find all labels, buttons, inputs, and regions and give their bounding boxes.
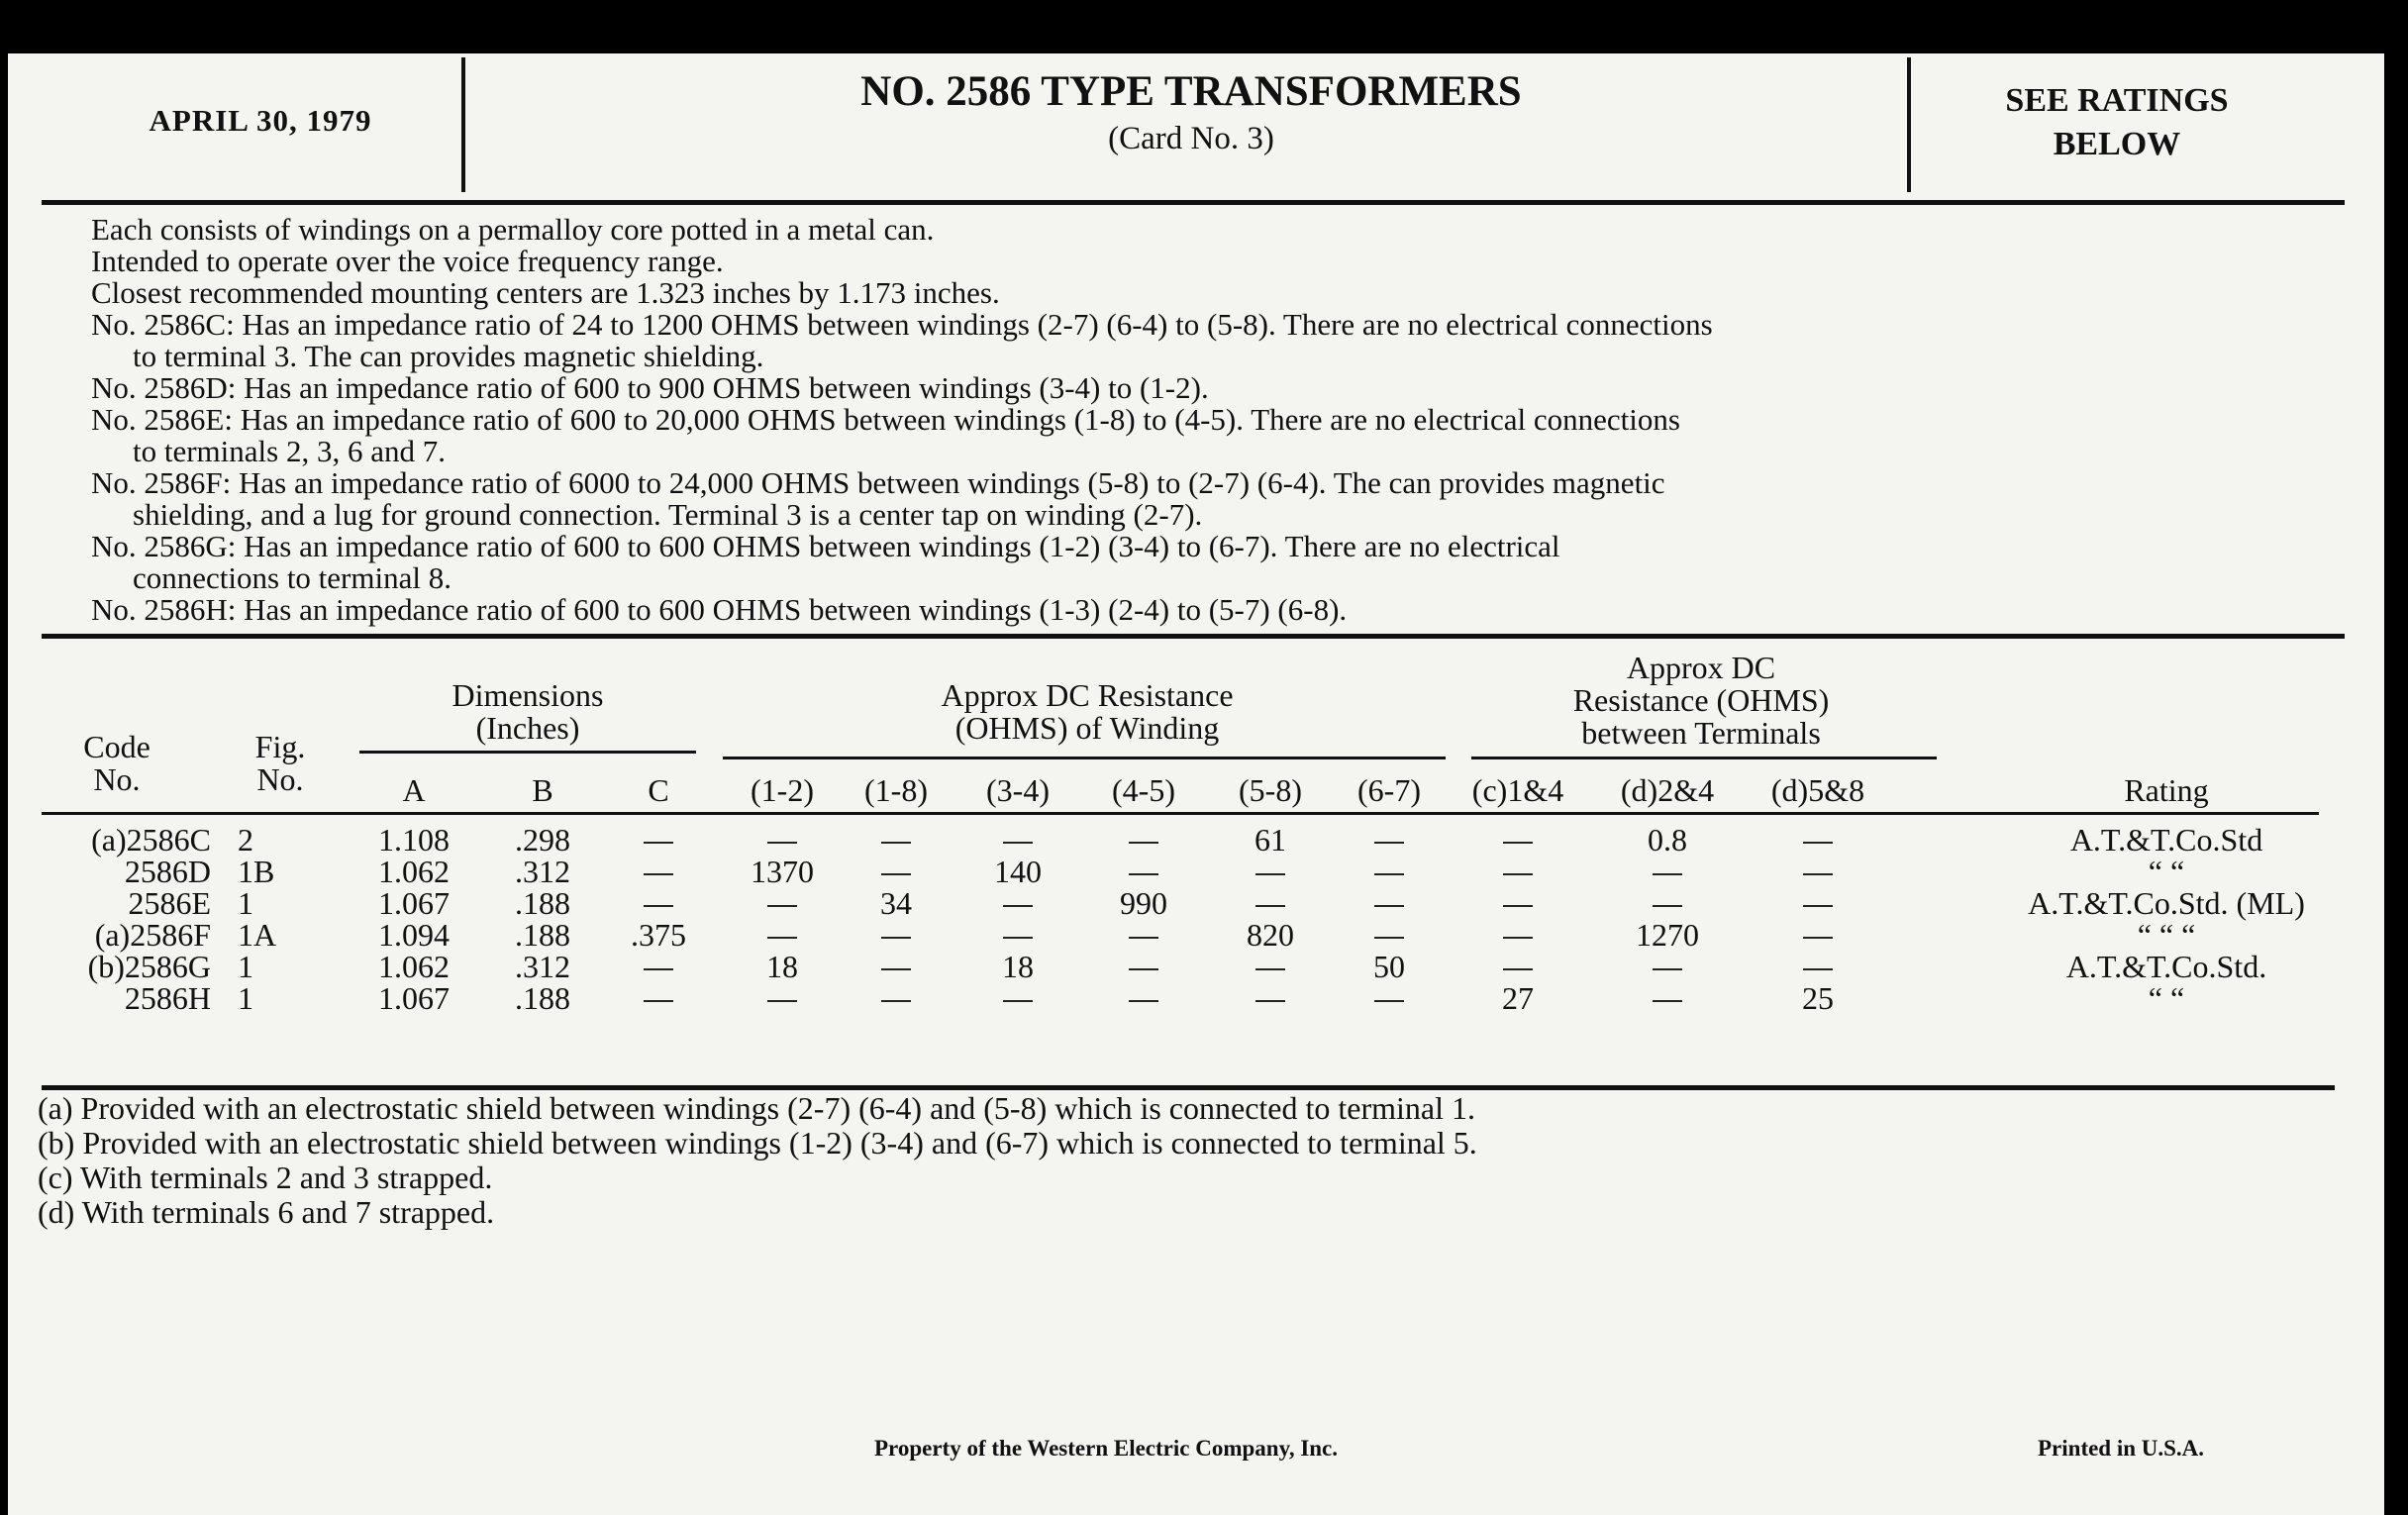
empty-cell-dash xyxy=(1803,842,1833,844)
table-cell: 61 xyxy=(1254,822,1286,858)
empty-cell-dash xyxy=(1129,968,1158,970)
table-cell: 820 xyxy=(1247,917,1294,953)
row-rating: “ “ xyxy=(2148,854,2185,889)
footnotes xyxy=(38,1091,1477,1230)
table-cell: .375 xyxy=(631,917,686,953)
group-terminals-line1: Approx DC xyxy=(1626,650,1776,685)
empty-cell-dash xyxy=(644,873,673,875)
description-line: Closest recommended mounting centers are 1.323 inches by 1.173 inches. xyxy=(91,275,1000,310)
group-dimensions-line1: Dimensions xyxy=(452,677,604,713)
table-cell: 1.108 xyxy=(378,822,450,858)
empty-cell-dash xyxy=(881,842,911,844)
empty-cell-dash xyxy=(1653,1000,1682,1002)
row-rating: “ “ “ xyxy=(2137,917,2196,953)
footnote: (c) With terminals 2 and 3 strapped. xyxy=(38,1160,493,1195)
column-header: C xyxy=(648,772,669,808)
description-line: No. 2586E: Has an impedance ratio of 600 to 20,000 OHMS between windings (1-8) to (4-5). There are no electrical connections xyxy=(91,402,1680,437)
empty-cell-dash xyxy=(1003,937,1033,939)
empty-cell-dash xyxy=(1129,842,1158,844)
column-header: (c)1&4 xyxy=(1471,772,1564,808)
row-code: (b)2586G xyxy=(87,949,211,984)
table-cell: 1.094 xyxy=(378,917,450,953)
empty-cell-dash xyxy=(1374,842,1404,844)
empty-cell-dash xyxy=(881,873,911,875)
column-header: (5-8) xyxy=(1239,772,1302,808)
table-cell: 50 xyxy=(1373,949,1405,984)
empty-cell-dash xyxy=(1803,937,1833,939)
table-cell: 1370 xyxy=(751,854,814,889)
empty-cell-dash xyxy=(1374,937,1404,939)
row-fig: 2 xyxy=(238,822,253,858)
description-line: shielding, and a lug for ground connection. Terminal 3 is a center tap on winding (2-7). xyxy=(133,497,1203,532)
ratings-table xyxy=(8,53,2384,1515)
empty-cell-dash xyxy=(1653,968,1682,970)
group-winding-line2: (OHMS) of Winding xyxy=(954,710,1220,746)
table-cell: 27 xyxy=(1502,980,1534,1016)
empty-cell-dash xyxy=(767,842,797,844)
empty-cell-dash xyxy=(1129,937,1158,939)
column-header: (6-7) xyxy=(1357,772,1421,808)
table-cell: .312 xyxy=(515,854,570,889)
row-fig: 1 xyxy=(238,949,253,984)
empty-cell-dash xyxy=(1653,873,1682,875)
empty-cell-dash xyxy=(881,968,911,970)
row-code: 2586D xyxy=(124,854,211,889)
table-cell: 18 xyxy=(1002,949,1034,984)
empty-cell-dash xyxy=(1003,905,1033,907)
empty-cell-dash xyxy=(1803,905,1833,907)
table-cell: 18 xyxy=(766,949,798,984)
empty-cell-dash xyxy=(1255,905,1285,907)
table-cell: 1.062 xyxy=(378,854,450,889)
empty-cell-dash xyxy=(1503,937,1533,939)
column-header: (4-5) xyxy=(1112,772,1175,808)
empty-cell-dash xyxy=(1255,873,1285,875)
row-code: (a)2586C xyxy=(91,822,211,858)
empty-cell-dash xyxy=(1255,1000,1285,1002)
row-fig: 1B xyxy=(238,854,275,889)
group-winding-line1: Approx DC Resistance xyxy=(941,677,1234,713)
description-line: No. 2586F: Has an impedance ratio of 6000 to 24,000 OHMS between windings (5-8) to (2-7) (6-4). The can provides magnetic xyxy=(91,465,1665,500)
column-header: A xyxy=(402,772,426,808)
group-winding xyxy=(721,679,1454,745)
table-cell: 25 xyxy=(1802,980,1834,1016)
column-header: (3-4) xyxy=(986,772,1050,808)
column-header: (1-8) xyxy=(864,772,928,808)
column-header-rule xyxy=(42,812,2319,815)
table-cell: 140 xyxy=(994,854,1042,889)
table-cell: 1.067 xyxy=(378,885,450,921)
empty-cell-dash xyxy=(881,937,911,939)
empty-cell-dash xyxy=(1803,873,1833,875)
card-title: NO. 2586 TYPE TRANSFORMERS xyxy=(860,68,1522,115)
group-dimensions-line2: (Inches) xyxy=(475,710,580,746)
empty-cell-dash xyxy=(1803,968,1833,970)
empty-cell-dash xyxy=(644,1000,673,1002)
empty-cell-dash xyxy=(767,1000,797,1002)
header-fig xyxy=(231,731,330,796)
row-fig: 1 xyxy=(238,885,253,921)
header-rating: Rating xyxy=(2124,772,2209,808)
header-code-line2: No. xyxy=(93,761,141,797)
header-code xyxy=(48,731,186,796)
table-cell: 990 xyxy=(1120,885,1167,921)
empty-cell-dash xyxy=(1255,968,1285,970)
table-cell: .188 xyxy=(515,917,570,953)
row-rating: “ “ xyxy=(2148,980,2185,1016)
see-ratings-line2: BELOW xyxy=(2053,126,2181,162)
empty-cell-dash xyxy=(881,1000,911,1002)
row-code: (a)2586F xyxy=(94,917,211,953)
empty-cell-dash xyxy=(644,842,673,844)
description-line: Each consists of windings on a permalloy core potted in a metal can. xyxy=(91,212,935,247)
description-line: connections to terminal 8. xyxy=(133,560,452,595)
column-header: (1-2) xyxy=(751,772,814,808)
table-cell: .298 xyxy=(515,822,570,858)
empty-cell-dash xyxy=(1003,1000,1033,1002)
card-subtitle: (Card No. 3) xyxy=(1108,121,1274,156)
row-code: 2586H xyxy=(124,980,211,1016)
empty-cell-dash xyxy=(767,905,797,907)
group-terminals-line2: Resistance (OHMS) xyxy=(1572,682,1830,718)
group-terminals-line3: between Terminals xyxy=(1581,715,1821,751)
transformer-card xyxy=(8,53,2384,1515)
column-header: (d)5&8 xyxy=(1770,772,1865,808)
empty-cell-dash xyxy=(1503,873,1533,875)
empty-cell-dash xyxy=(1129,1000,1158,1002)
table-cell: 1.062 xyxy=(378,949,450,984)
empty-cell-dash xyxy=(1503,968,1533,970)
table-cell: 1270 xyxy=(1636,917,1699,953)
footnote: (b) Provided with an electrostatic shield between windings (1-2) (3-4) and (6-7) which is connected to terminal 5. xyxy=(38,1125,1477,1161)
header-fig-line2: No. xyxy=(256,761,304,797)
empty-cell-dash xyxy=(1003,842,1033,844)
row-fig: 1A xyxy=(238,917,277,953)
description-line: to terminals 2, 3, 6 and 7. xyxy=(133,434,446,468)
group-winding-rule xyxy=(723,757,1446,759)
group-terminals xyxy=(1468,652,1934,750)
row-fig: 1 xyxy=(238,980,253,1016)
description-line: No. 2586H: Has an impedance ratio of 600 to 600 OHMS between windings (1-3) (2-4) to (5-7) (6-8). xyxy=(91,592,1348,627)
table-cell: 0.8 xyxy=(1648,822,1687,858)
card-date: APRIL 30, 1979 xyxy=(149,103,372,138)
row-rating: A.T.&T.Co.Std. xyxy=(2065,949,2267,984)
see-ratings-line1: SEE RATINGS xyxy=(2005,82,2229,119)
group-dimensions xyxy=(364,679,691,745)
empty-cell-dash xyxy=(1503,905,1533,907)
empty-cell-dash xyxy=(1374,1000,1404,1002)
empty-cell-dash xyxy=(1503,842,1533,844)
empty-cell-dash xyxy=(1653,905,1682,907)
empty-cell-dash xyxy=(1374,905,1404,907)
column-header: (d)2&4 xyxy=(1620,772,1715,808)
description-line: No. 2586C: Has an impedance ratio of 24 to 1200 OHMS between windings (2-7) (6-4) to (5-8). There are no electrical connections xyxy=(91,307,1713,342)
printed-notice: Printed in U.S.A. xyxy=(2038,1436,2205,1461)
footnote: (d) With terminals 6 and 7 strapped. xyxy=(38,1194,495,1230)
table-cell: 1.067 xyxy=(378,980,450,1016)
empty-cell-dash xyxy=(644,905,673,907)
row-code: 2586E xyxy=(128,885,211,921)
description-line: to terminal 3. The can provides magnetic shielding. xyxy=(133,339,764,373)
header-code-line1: Code xyxy=(83,729,150,764)
description-line: No. 2586G: Has an impedance ratio of 600 to 600 OHMS between windings (1-2) (3-4) to (6-7). There are no electrical xyxy=(91,529,1560,563)
empty-cell-dash xyxy=(1129,873,1158,875)
table-cell: .188 xyxy=(515,980,570,1016)
table-cell: 34 xyxy=(880,885,912,921)
header-fig-line1: Fig. xyxy=(254,729,306,764)
property-notice: Property of the Western Electric Company, Inc. xyxy=(874,1436,1339,1461)
table-cell: .188 xyxy=(515,885,570,921)
column-header: B xyxy=(532,772,553,808)
footnote: (a) Provided with an electrostatic shield between windings (2-7) (6-4) and (5-8) which is connected to terminal 1. xyxy=(38,1090,1475,1126)
empty-cell-dash xyxy=(767,937,797,939)
group-terminals-rule xyxy=(1471,757,1937,759)
description-line: No. 2586D: Has an impedance ratio of 600 to 900 OHMS between windings (3-4) to (1-2). xyxy=(91,370,1209,405)
empty-cell-dash xyxy=(1374,873,1404,875)
empty-cell-dash xyxy=(644,968,673,970)
group-dimensions-rule xyxy=(359,751,696,754)
table-cell: .312 xyxy=(515,949,570,984)
row-rating: A.T.&T.Co.Std xyxy=(2069,822,2263,858)
description-line: Intended to operate over the voice frequency range. xyxy=(91,244,724,278)
row-rating: A.T.&T.Co.Std. (ML) xyxy=(2028,885,2305,921)
